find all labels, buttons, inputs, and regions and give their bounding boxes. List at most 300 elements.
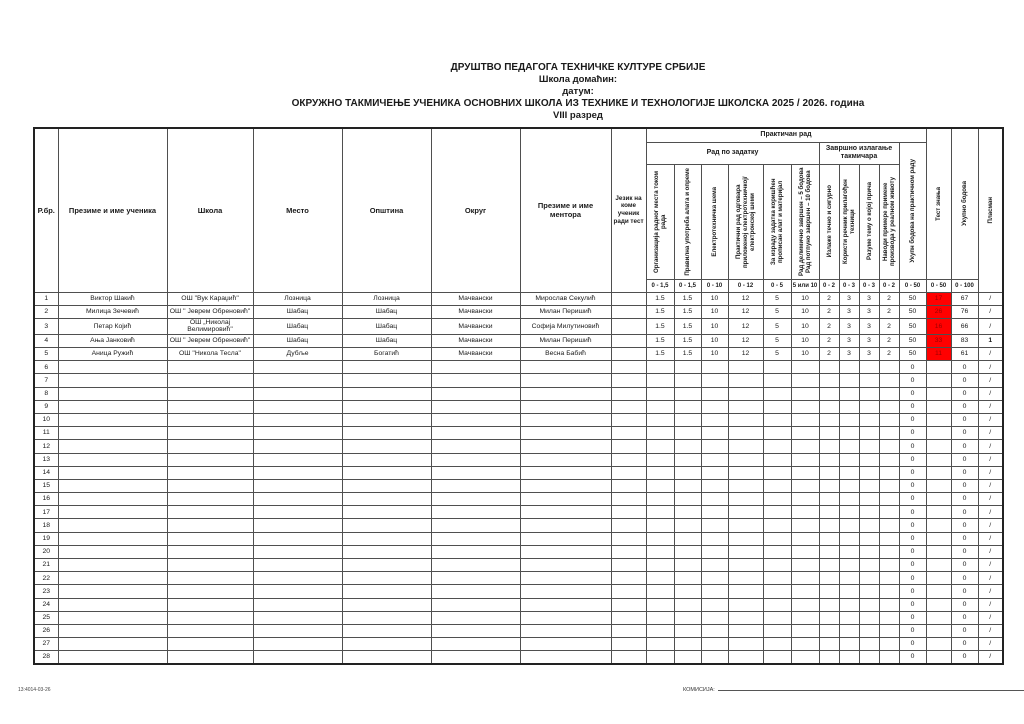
cell-municipality bbox=[342, 400, 431, 413]
cell-mentor bbox=[520, 598, 611, 611]
cell-municipality bbox=[342, 413, 431, 426]
cell-score-2 bbox=[674, 440, 701, 453]
cell-score-7 bbox=[819, 519, 839, 532]
cell-mentor bbox=[520, 361, 611, 374]
cell-rank: / bbox=[978, 493, 1003, 506]
cell-district bbox=[431, 651, 520, 664]
cell-score-6 bbox=[791, 545, 819, 558]
cell-score-8 bbox=[839, 453, 859, 466]
table-row bbox=[34, 361, 1003, 374]
cell-school: ОШ " Јеврем Обреновић" bbox=[167, 305, 253, 318]
cell-practical-total: 0 bbox=[899, 374, 926, 387]
cell-municipality bbox=[342, 545, 431, 558]
range-cell-5: 0 - 5 bbox=[763, 279, 791, 292]
cell-rank: / bbox=[978, 400, 1003, 413]
cell-score-6 bbox=[791, 361, 819, 374]
cell-practical-total: 50 bbox=[899, 334, 926, 347]
cell-rank: / bbox=[978, 559, 1003, 572]
cell-score-1 bbox=[646, 519, 674, 532]
cell-score-9 bbox=[859, 519, 879, 532]
cell-score-1 bbox=[646, 479, 674, 492]
cell-score-9 bbox=[859, 361, 879, 374]
cell-score-4: 12 bbox=[728, 318, 763, 334]
col-header-practical-total-label: Укупн бодова на практичном раду bbox=[909, 158, 916, 263]
cell-practical-total: 0 bbox=[899, 585, 926, 598]
cell-score-4 bbox=[728, 624, 763, 637]
cell-rank: / bbox=[978, 292, 1003, 305]
cell-mentor: Софија Милутиновић bbox=[520, 318, 611, 334]
cell-total-score: 0 bbox=[951, 506, 978, 519]
cell-total-score: 0 bbox=[951, 479, 978, 492]
cell-score-1 bbox=[646, 624, 674, 637]
cell-score-2: 1.5 bbox=[674, 318, 701, 334]
cell-district bbox=[431, 493, 520, 506]
range-cell-7: 0 - 2 bbox=[819, 279, 839, 292]
cell-score-4 bbox=[728, 559, 763, 572]
col-header-rank-label: Пласман bbox=[986, 196, 994, 224]
cell-score-10: 2 bbox=[879, 292, 899, 305]
cell-student-name bbox=[58, 559, 167, 572]
cell-student-name bbox=[58, 651, 167, 664]
cell-score-4 bbox=[728, 427, 763, 440]
cell-score-9 bbox=[859, 506, 879, 519]
table-row bbox=[34, 585, 1003, 598]
cell-place bbox=[253, 400, 342, 413]
cell-score-1 bbox=[646, 413, 674, 426]
cell-score-4: 12 bbox=[728, 305, 763, 318]
cell-student-name bbox=[58, 374, 167, 387]
cell-score-8 bbox=[839, 361, 859, 374]
cell-score-6: 10 bbox=[791, 292, 819, 305]
cell-score-7 bbox=[819, 361, 839, 374]
cell-school bbox=[167, 400, 253, 413]
cell-school bbox=[167, 519, 253, 532]
table-row bbox=[34, 387, 1003, 400]
cell-test-score: 11 bbox=[926, 348, 951, 361]
col-header-criterion-3-label: Електротехничка шема bbox=[711, 186, 718, 257]
table-row bbox=[34, 466, 1003, 479]
cell-rank: / bbox=[978, 506, 1003, 519]
cell-total-score: 0 bbox=[951, 611, 978, 624]
table-row bbox=[34, 651, 1003, 664]
cell-score-9 bbox=[859, 532, 879, 545]
cell-district bbox=[431, 559, 520, 572]
cell-student-name bbox=[58, 427, 167, 440]
cell-mentor bbox=[520, 479, 611, 492]
range-cell-2: 0 - 1,5 bbox=[674, 279, 701, 292]
cell-place bbox=[253, 387, 342, 400]
cell-place bbox=[253, 624, 342, 637]
cell-district bbox=[431, 572, 520, 585]
cell-score-9: 3 bbox=[859, 348, 879, 361]
cell-score-5 bbox=[763, 400, 791, 413]
cell-school bbox=[167, 651, 253, 664]
cell-score-2 bbox=[674, 374, 701, 387]
cell-school bbox=[167, 559, 253, 572]
cell-score-6 bbox=[791, 624, 819, 637]
cell-score-6 bbox=[791, 519, 819, 532]
cell-rank: / bbox=[978, 545, 1003, 558]
competition-title: ОКРУЖНО ТАКМИЧЕЊЕ УЧЕНИКА ОСНОВНИХ ШКОЛА ИЗ ТЕХНИКЕ И ТЕХНОЛОГИЈЕ ШКОЛСКА 2025 / 2026. година bbox=[291, 97, 865, 109]
cell-total-score: 67 bbox=[951, 292, 978, 305]
cell-school: ОШ " Јеврем Обреновић" bbox=[167, 334, 253, 347]
cell-school bbox=[167, 440, 253, 453]
cell-score-1 bbox=[646, 361, 674, 374]
cell-place bbox=[253, 440, 342, 453]
cell-rbr: 22 bbox=[34, 572, 58, 585]
cell-municipality bbox=[342, 638, 431, 651]
cell-score-2 bbox=[674, 545, 701, 558]
cell-score-9 bbox=[859, 400, 879, 413]
cell-rank: / bbox=[978, 348, 1003, 361]
table-row bbox=[34, 318, 1003, 334]
cell-municipality bbox=[342, 624, 431, 637]
cell-score-9 bbox=[859, 427, 879, 440]
cell-place bbox=[253, 651, 342, 664]
cell-score-3 bbox=[701, 611, 728, 624]
cell-practical-total: 50 bbox=[899, 318, 926, 334]
col-header-test-score-label: Тест знања bbox=[935, 186, 942, 221]
table-row bbox=[34, 400, 1003, 413]
cell-practical-total: 0 bbox=[899, 453, 926, 466]
cell-score-7 bbox=[819, 453, 839, 466]
cell-municipality bbox=[342, 479, 431, 492]
cell-district bbox=[431, 361, 520, 374]
cell-test-language bbox=[611, 334, 646, 347]
cell-score-6 bbox=[791, 466, 819, 479]
cell-rank: / bbox=[978, 318, 1003, 334]
cell-district bbox=[431, 506, 520, 519]
cell-practical-total: 0 bbox=[899, 413, 926, 426]
cell-school bbox=[167, 506, 253, 519]
cell-score-4 bbox=[728, 572, 763, 585]
cell-score-8: 3 bbox=[839, 318, 859, 334]
cell-score-4 bbox=[728, 413, 763, 426]
cell-score-4 bbox=[728, 585, 763, 598]
cell-student-name: Ања Јанковић bbox=[58, 334, 167, 347]
cell-total-score: 0 bbox=[951, 361, 978, 374]
cell-test-score bbox=[926, 493, 951, 506]
cell-score-1: 1.5 bbox=[646, 292, 674, 305]
cell-test-score bbox=[926, 506, 951, 519]
cell-score-3 bbox=[701, 545, 728, 558]
cell-test-language bbox=[611, 453, 646, 466]
cell-test-score bbox=[926, 598, 951, 611]
cell-score-10 bbox=[879, 638, 899, 651]
cell-test-language bbox=[611, 611, 646, 624]
cell-rank: / bbox=[978, 374, 1003, 387]
cell-mentor bbox=[520, 519, 611, 532]
cell-rbr: 17 bbox=[34, 506, 58, 519]
cell-practical-total: 0 bbox=[899, 361, 926, 374]
cell-district: Мачвански bbox=[431, 334, 520, 347]
cell-score-5 bbox=[763, 427, 791, 440]
cell-score-5 bbox=[763, 361, 791, 374]
cell-score-9: 3 bbox=[859, 318, 879, 334]
cell-municipality: Лозница bbox=[342, 292, 431, 305]
cell-score-2 bbox=[674, 559, 701, 572]
cell-score-3 bbox=[701, 519, 728, 532]
cell-score-5: 5 bbox=[763, 305, 791, 318]
cell-score-10 bbox=[879, 519, 899, 532]
cell-score-1: 1.5 bbox=[646, 348, 674, 361]
cell-score-8 bbox=[839, 545, 859, 558]
cell-rbr: 26 bbox=[34, 624, 58, 637]
cell-score-9 bbox=[859, 638, 879, 651]
cell-total-score: 0 bbox=[951, 519, 978, 532]
table-row bbox=[34, 427, 1003, 440]
cell-score-5 bbox=[763, 598, 791, 611]
cell-test-language bbox=[611, 493, 646, 506]
cell-score-8 bbox=[839, 598, 859, 611]
cell-score-7 bbox=[819, 572, 839, 585]
cell-student-name bbox=[58, 545, 167, 558]
cell-score-7: 2 bbox=[819, 292, 839, 305]
cell-district bbox=[431, 598, 520, 611]
cell-score-3 bbox=[701, 651, 728, 664]
cell-place bbox=[253, 559, 342, 572]
cell-rbr: 6 bbox=[34, 361, 58, 374]
cell-practical-total: 0 bbox=[899, 572, 926, 585]
cell-score-2 bbox=[674, 479, 701, 492]
cell-score-5 bbox=[763, 466, 791, 479]
table-row bbox=[34, 532, 1003, 545]
cell-score-1 bbox=[646, 400, 674, 413]
cell-test-language bbox=[611, 624, 646, 637]
cell-score-6 bbox=[791, 559, 819, 572]
cell-mentor: Милан Перишић bbox=[520, 334, 611, 347]
cell-practical-total: 0 bbox=[899, 519, 926, 532]
cell-district bbox=[431, 638, 520, 651]
col-header-criterion-8 bbox=[839, 164, 859, 279]
table-row bbox=[34, 624, 1003, 637]
cell-test-language bbox=[611, 387, 646, 400]
cell-score-3 bbox=[701, 440, 728, 453]
cell-score-6 bbox=[791, 427, 819, 440]
cell-student-name bbox=[58, 387, 167, 400]
cell-rank: / bbox=[978, 638, 1003, 651]
cell-place bbox=[253, 427, 342, 440]
cell-score-4 bbox=[728, 361, 763, 374]
cell-score-4 bbox=[728, 479, 763, 492]
cell-test-score bbox=[926, 361, 951, 374]
cell-score-8: 3 bbox=[839, 348, 859, 361]
col-header-criterion-3 bbox=[701, 164, 728, 279]
cell-student-name: Милица Зечевић bbox=[58, 305, 167, 318]
cell-score-9 bbox=[859, 466, 879, 479]
cell-score-2: 1.5 bbox=[674, 305, 701, 318]
cell-place: Лозница bbox=[253, 292, 342, 305]
cell-score-5 bbox=[763, 479, 791, 492]
cell-student-name: Петар Којић bbox=[58, 318, 167, 334]
cell-score-3 bbox=[701, 559, 728, 572]
col-header-criterion-1 bbox=[646, 164, 674, 279]
cell-score-7: 2 bbox=[819, 334, 839, 347]
cell-mentor bbox=[520, 506, 611, 519]
cell-municipality bbox=[342, 374, 431, 387]
cell-score-4 bbox=[728, 453, 763, 466]
cell-rank: / bbox=[978, 479, 1003, 492]
col-header-place: Место bbox=[253, 128, 342, 292]
cell-score-3 bbox=[701, 479, 728, 492]
col-header-criterion-6-label: Рад делимично завршен – 5 бодова Рад потпуно завршен – 10 бодова bbox=[798, 167, 812, 276]
cell-total-score: 0 bbox=[951, 440, 978, 453]
cell-score-9 bbox=[859, 453, 879, 466]
cell-score-10 bbox=[879, 387, 899, 400]
cell-district bbox=[431, 585, 520, 598]
cell-mentor: Мирослав Секулић bbox=[520, 292, 611, 305]
cell-municipality: Шабац bbox=[342, 334, 431, 347]
cell-score-9 bbox=[859, 651, 879, 664]
cell-score-2 bbox=[674, 466, 701, 479]
cell-total-score: 0 bbox=[951, 545, 978, 558]
cell-score-7 bbox=[819, 413, 839, 426]
cell-score-2 bbox=[674, 638, 701, 651]
cell-score-7 bbox=[819, 479, 839, 492]
cell-score-2 bbox=[674, 413, 701, 426]
cell-score-4 bbox=[728, 506, 763, 519]
cell-municipality bbox=[342, 466, 431, 479]
cell-score-4: 12 bbox=[728, 334, 763, 347]
cell-score-6 bbox=[791, 598, 819, 611]
cell-score-4 bbox=[728, 598, 763, 611]
cell-score-10 bbox=[879, 559, 899, 572]
cell-rbr: 25 bbox=[34, 611, 58, 624]
cell-test-score bbox=[926, 427, 951, 440]
cell-score-1: 1.5 bbox=[646, 318, 674, 334]
cell-municipality bbox=[342, 440, 431, 453]
cell-rank: / bbox=[978, 598, 1003, 611]
cell-score-4: 12 bbox=[728, 292, 763, 305]
cell-place bbox=[253, 638, 342, 651]
cell-score-3 bbox=[701, 387, 728, 400]
cell-practical-total: 0 bbox=[899, 545, 926, 558]
cell-mentor bbox=[520, 559, 611, 572]
cell-score-10 bbox=[879, 585, 899, 598]
cell-score-2 bbox=[674, 387, 701, 400]
cell-score-8 bbox=[839, 427, 859, 440]
cell-mentor bbox=[520, 400, 611, 413]
cell-municipality bbox=[342, 519, 431, 532]
cell-test-language bbox=[611, 292, 646, 305]
cell-test-language bbox=[611, 598, 646, 611]
table-row bbox=[34, 334, 1003, 347]
cell-score-10 bbox=[879, 479, 899, 492]
cell-rbr: 7 bbox=[34, 374, 58, 387]
cell-total-score: 0 bbox=[951, 624, 978, 637]
cell-score-7 bbox=[819, 374, 839, 387]
cell-mentor bbox=[520, 413, 611, 426]
cell-mentor bbox=[520, 611, 611, 624]
cell-score-7 bbox=[819, 638, 839, 651]
cell-score-3 bbox=[701, 413, 728, 426]
cell-test-score: 33 bbox=[926, 334, 951, 347]
cell-score-1 bbox=[646, 532, 674, 545]
cell-score-8 bbox=[839, 585, 859, 598]
range-cell-3: 0 - 10 bbox=[701, 279, 728, 292]
cell-place bbox=[253, 545, 342, 558]
cell-score-9 bbox=[859, 479, 879, 492]
cell-score-8 bbox=[839, 559, 859, 572]
cell-score-8 bbox=[839, 493, 859, 506]
cell-score-1 bbox=[646, 440, 674, 453]
cell-municipality bbox=[342, 559, 431, 572]
table-row bbox=[34, 598, 1003, 611]
cell-score-2 bbox=[674, 361, 701, 374]
cell-score-9 bbox=[859, 611, 879, 624]
cell-school bbox=[167, 611, 253, 624]
col-header-rank bbox=[978, 128, 1003, 292]
cell-score-6 bbox=[791, 572, 819, 585]
cell-rank: / bbox=[978, 519, 1003, 532]
cell-score-3 bbox=[701, 374, 728, 387]
cell-district bbox=[431, 466, 520, 479]
col-header-total-score-label: Укупно бодова bbox=[961, 181, 968, 227]
cell-mentor bbox=[520, 638, 611, 651]
cell-score-6 bbox=[791, 479, 819, 492]
cell-school bbox=[167, 532, 253, 545]
cell-rbr: 24 bbox=[34, 598, 58, 611]
cell-rbr: 14 bbox=[34, 466, 58, 479]
cell-rank: / bbox=[978, 651, 1003, 664]
cell-test-language bbox=[611, 374, 646, 387]
cell-place bbox=[253, 361, 342, 374]
col-header-mentor: Презиме и име ментора bbox=[520, 128, 611, 292]
cell-total-score: 0 bbox=[951, 638, 978, 651]
col-header-school: Школа bbox=[167, 128, 253, 292]
cell-score-10 bbox=[879, 427, 899, 440]
cell-place: Шабац bbox=[253, 334, 342, 347]
range-cell-8: 0 - 3 bbox=[839, 279, 859, 292]
cell-score-2 bbox=[674, 572, 701, 585]
cell-place bbox=[253, 466, 342, 479]
cell-rank: / bbox=[978, 361, 1003, 374]
cell-student-name bbox=[58, 479, 167, 492]
cell-student-name bbox=[58, 624, 167, 637]
cell-rbr: 4 bbox=[34, 334, 58, 347]
cell-score-4: 12 bbox=[728, 348, 763, 361]
cell-score-5: 5 bbox=[763, 292, 791, 305]
cell-score-7: 2 bbox=[819, 318, 839, 334]
final-presentation-group-header: Завршно излагање такмичара bbox=[819, 142, 899, 164]
cell-score-7: 2 bbox=[819, 348, 839, 361]
cell-district bbox=[431, 374, 520, 387]
table-row bbox=[34, 374, 1003, 387]
cell-score-3: 10 bbox=[701, 292, 728, 305]
cell-test-score bbox=[926, 413, 951, 426]
cell-score-1: 1.5 bbox=[646, 334, 674, 347]
cell-score-2 bbox=[674, 598, 701, 611]
cell-test-language bbox=[611, 545, 646, 558]
col-header-criterion-6 bbox=[791, 164, 819, 279]
cell-student-name bbox=[58, 585, 167, 598]
cell-municipality bbox=[342, 387, 431, 400]
table-row bbox=[34, 506, 1003, 519]
cell-score-5 bbox=[763, 374, 791, 387]
cell-practical-total: 0 bbox=[899, 400, 926, 413]
cell-score-7 bbox=[819, 559, 839, 572]
cell-school bbox=[167, 479, 253, 492]
cell-practical-total: 0 bbox=[899, 440, 926, 453]
cell-place bbox=[253, 585, 342, 598]
cell-place bbox=[253, 598, 342, 611]
cell-district: Мачвански bbox=[431, 348, 520, 361]
cell-score-10: 2 bbox=[879, 334, 899, 347]
cell-rank: / bbox=[978, 611, 1003, 624]
cell-score-1 bbox=[646, 493, 674, 506]
cell-test-score: 16 bbox=[926, 318, 951, 334]
cell-school: ОШ "Никола Тесла" bbox=[167, 348, 253, 361]
